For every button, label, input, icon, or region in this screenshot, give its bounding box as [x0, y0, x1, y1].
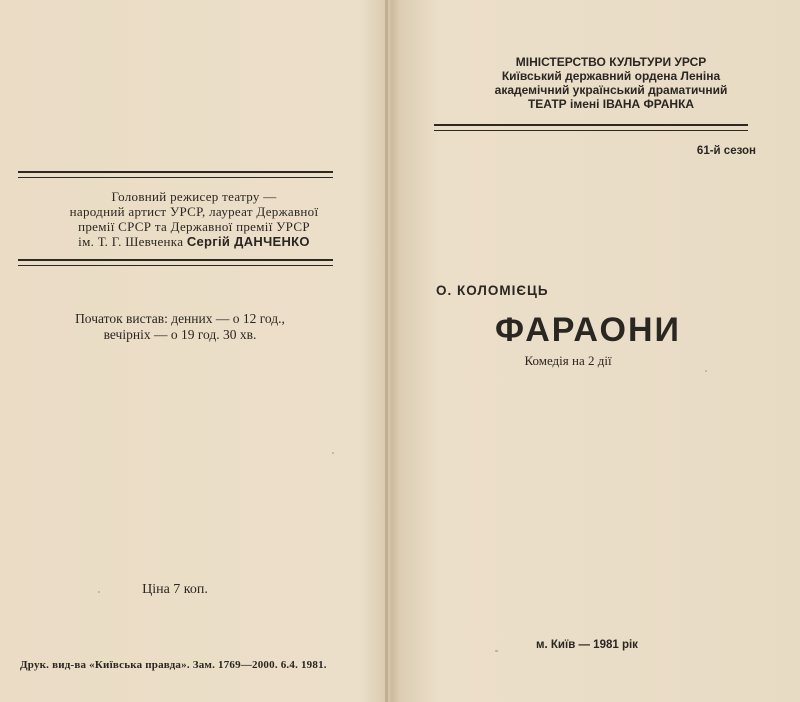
theatre-line: Київський державний ордена Леніна — [501, 69, 721, 83]
theatre-line: академічний український драматичний — [494, 83, 728, 97]
author-name: О. КОЛОМІЄЦЬ — [436, 283, 549, 298]
theatre-line: ТЕАТР імені ІВАНА ФРАНКА — [527, 97, 695, 111]
director-credit — [10, 189, 378, 249]
ministry-name: МІНІСТЕРСТВО КУЛЬТУРИ УРСР — [515, 55, 707, 69]
director-name: Сергій ДАНЧЕНКО — [186, 234, 310, 249]
theatre-header — [446, 55, 776, 111]
season-label: 61-й сезон — [696, 145, 756, 157]
price: Ціна 7 коп. — [142, 582, 208, 597]
schedule-line: вечірніх — о 19 год. 30 хв. — [103, 327, 257, 342]
schedule-line: Початок вистав: денних — о 12 год., — [75, 311, 285, 326]
director-line: народний артист УРСР, лауреат Державної — [69, 204, 319, 219]
paper-speck — [332, 452, 334, 454]
play-title: ФАРАОНИ — [495, 311, 681, 349]
right-page — [388, 0, 800, 702]
director-line: премії СРСР та Державної премії УРСР — [78, 219, 310, 234]
paper-speck — [495, 650, 498, 652]
city-year: м. Київ — 1981 рік — [536, 639, 638, 651]
bottom-double-rule — [18, 259, 333, 266]
header-double-rule — [434, 124, 748, 131]
top-double-rule — [18, 171, 333, 178]
director-line: ім. Т. Г. Шевченка — [78, 234, 184, 249]
performance-schedule — [30, 311, 330, 343]
paper-speck — [705, 370, 707, 372]
director-line-with-name — [10, 234, 378, 249]
director-line: Головний режисер театру — — [111, 189, 277, 204]
printer-imprint: Друк. вид-ва «Київська правда». Зам. 1769—2000. 6.4. 1981. — [20, 659, 327, 671]
play-genre: Комедія на 2 дії — [524, 353, 612, 368]
left-page — [0, 0, 388, 702]
paper-speck — [98, 591, 100, 593]
